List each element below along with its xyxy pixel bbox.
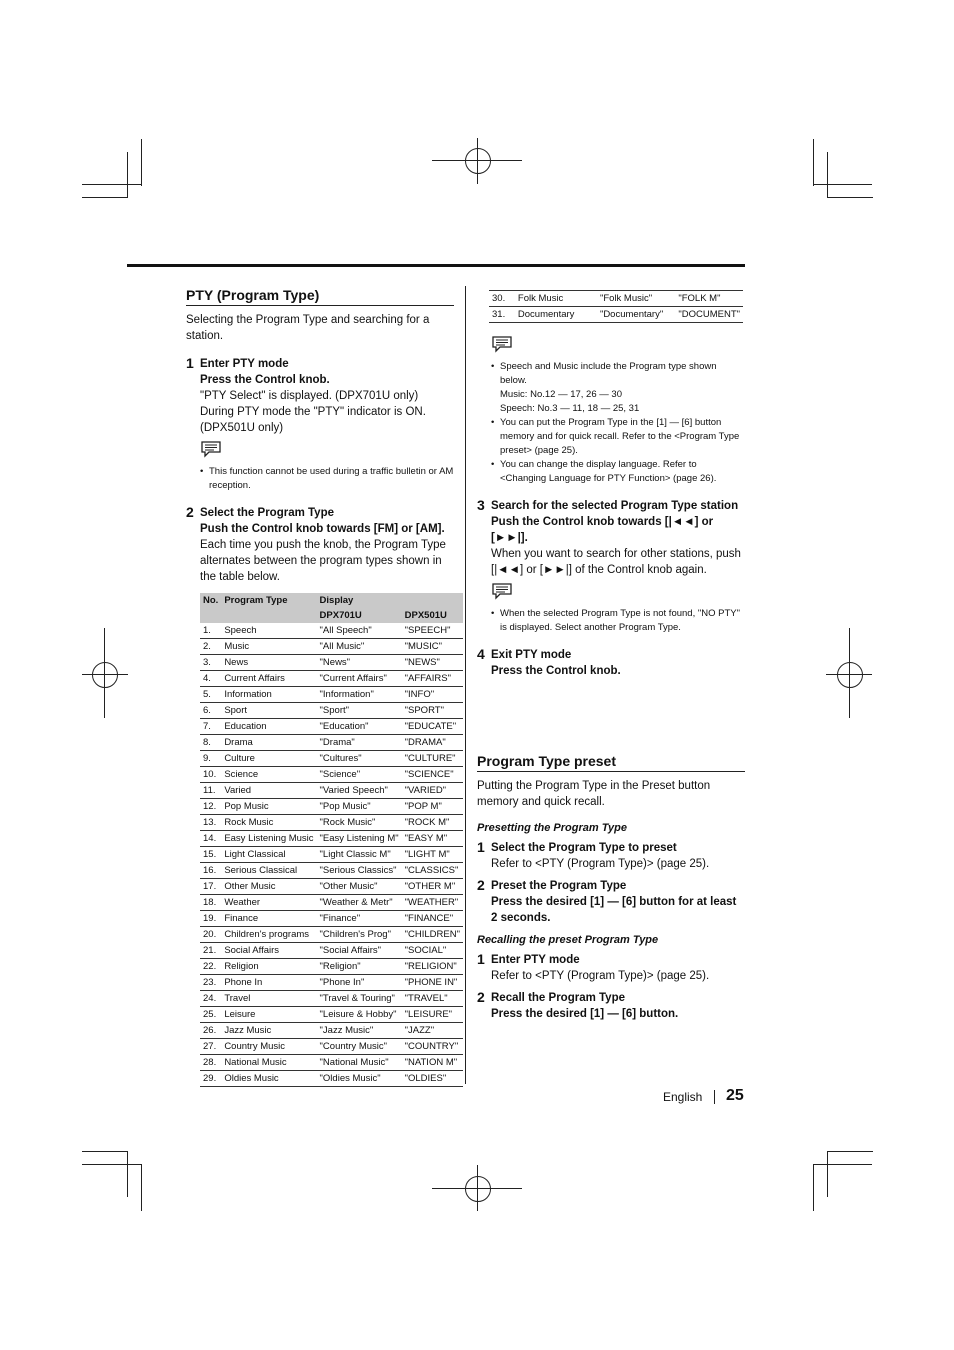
row-display-dpx501u: "SCIENCE" — [402, 767, 463, 783]
pty-step-3 — [477, 498, 745, 578]
col-header-display: Display — [317, 593, 463, 608]
row-number: 24. — [200, 991, 221, 1007]
table-row — [200, 719, 463, 735]
row-program-type: Rock Music — [221, 815, 316, 831]
right-column — [477, 287, 745, 1020]
row-display-dpx701u: "Information" — [317, 687, 402, 703]
row-program-type: Sport — [221, 703, 316, 719]
row-number: 9. — [200, 751, 221, 767]
footer-separator — [714, 1090, 715, 1104]
note-bullet: • You can change the display language. Refer to <Changing Language for PTY Function> (page 26). — [491, 458, 745, 486]
row-number: 1. — [200, 623, 221, 639]
step-number: 1 — [186, 355, 194, 371]
row-program-type: Phone In — [221, 975, 316, 991]
row-display-dpx701u: "Social Affairs" — [317, 943, 402, 959]
preset-section — [477, 753, 745, 1022]
step-desc: When you want to search for other stations, push [|◄◄] or [►►|] of the Control knob again. — [491, 548, 741, 576]
row-program-type: Education — [221, 719, 316, 735]
row-display-dpx701u: "All Music" — [317, 639, 402, 655]
row-display-dpx501u: "AFFAIRS" — [402, 671, 463, 687]
row-display-dpx701u: "Pop Music" — [317, 799, 402, 815]
note-icon — [491, 335, 513, 353]
row-display-dpx701u: "Light Classic M" — [317, 847, 402, 863]
row-display-dpx701u: "Science" — [317, 767, 402, 783]
row-display-dpx501u: "LIGHT M" — [402, 847, 463, 863]
row-display-dpx501u: "EASY M" — [402, 831, 463, 847]
row-display-dpx501u: "WEATHER" — [402, 895, 463, 911]
recall-step-1 — [477, 952, 745, 984]
subheading-presetting: Presetting the Program Type — [477, 822, 627, 834]
step-desc: Refer to <PTY (Program Type)> (page 25). — [491, 970, 710, 982]
table-row — [200, 751, 463, 767]
row-display-dpx701u: "Folk Music" — [597, 291, 675, 307]
row-display-dpx501u: "CULTURE" — [402, 751, 463, 767]
row-program-type: Speech — [221, 623, 316, 639]
row-display-dpx501u: "SPORT" — [402, 703, 463, 719]
row-number: 28. — [200, 1055, 221, 1071]
row-program-type: News — [221, 655, 316, 671]
row-program-type: Drama — [221, 735, 316, 751]
step-number: 2 — [186, 504, 194, 520]
row-display-dpx501u: "CHILDREN" — [402, 927, 463, 943]
page-number: 25 — [726, 1087, 744, 1104]
row-number: 8. — [200, 735, 221, 751]
row-program-type: Pop Music — [221, 799, 316, 815]
table-row — [200, 863, 463, 879]
row-program-type: Finance — [221, 911, 316, 927]
pty-intro: Selecting the Program Type and searching for a station. — [186, 314, 430, 342]
section-title-pty: PTY (Program Type) — [186, 287, 454, 306]
table-row — [200, 687, 463, 703]
row-display-dpx501u: "NEWS" — [402, 655, 463, 671]
row-program-type: Light Classical — [221, 847, 316, 863]
step-number: 2 — [477, 877, 485, 893]
note-icon — [491, 582, 513, 600]
row-number: 3. — [200, 655, 221, 671]
row-display-dpx501u: "PHONE IN" — [402, 975, 463, 991]
row-program-type: Folk Music — [515, 291, 597, 307]
row-display-dpx701u: "Rock Music" — [317, 815, 402, 831]
pty-table-continued — [489, 290, 743, 323]
step-desc: Refer to <PTY (Program Type)> (page 25). — [491, 858, 710, 870]
row-program-type: Jazz Music — [221, 1023, 316, 1039]
row-program-type: Oldies Music — [221, 1071, 316, 1087]
table-row — [200, 671, 463, 687]
row-display-dpx701u: "News" — [317, 655, 402, 671]
row-display-dpx701u: "National Music" — [317, 1055, 402, 1071]
step-title: Recall the Program Type — [491, 992, 625, 1004]
row-number: 10. — [200, 767, 221, 783]
footer-language: English — [663, 1090, 703, 1104]
row-number: 26. — [200, 1023, 221, 1039]
column-divider — [465, 286, 466, 1084]
left-column — [186, 287, 460, 1087]
step-number: 1 — [477, 951, 485, 967]
table-row — [200, 623, 463, 639]
note-bullet: • This function cannot be used during a traffic bulletin or AM reception. — [200, 465, 454, 493]
row-display-dpx501u: "VARIED" — [402, 783, 463, 799]
table-row — [200, 991, 463, 1007]
note-music-range: Music: No.12 — 17, 26 — 30 — [500, 389, 622, 400]
step-action: Press the desired [1] — [6] button. — [491, 1008, 679, 1020]
row-number: 18. — [200, 895, 221, 911]
row-program-type: Religion — [221, 959, 316, 975]
row-number: 4. — [200, 671, 221, 687]
row-display-dpx701u: "Current Affairs" — [317, 671, 402, 687]
table-row — [200, 895, 463, 911]
table-row — [200, 815, 463, 831]
row-display-dpx501u: "INFO" — [402, 687, 463, 703]
pty-step-4 — [477, 647, 745, 679]
step-number: 2 — [477, 989, 485, 1005]
row-number: 27. — [200, 1039, 221, 1055]
pty-table-body — [200, 623, 463, 1087]
row-number: 7. — [200, 719, 221, 735]
table-row — [200, 1023, 463, 1039]
row-program-type: Other Music — [221, 879, 316, 895]
row-display-dpx701u: "Children's Prog" — [317, 927, 402, 943]
step-action: Press the desired [1] — [6] button for at least 2 seconds. — [491, 896, 737, 924]
pty-table-cont-body — [489, 291, 743, 323]
row-display-dpx501u: "JAZZ" — [402, 1023, 463, 1039]
row-display-dpx701u: "Oldies Music" — [317, 1071, 402, 1087]
row-program-type: Music — [221, 639, 316, 655]
table-row — [200, 639, 463, 655]
row-program-type: Leisure — [221, 1007, 316, 1023]
row-display-dpx701u: "Finance" — [317, 911, 402, 927]
row-number: 14. — [200, 831, 221, 847]
row-display-dpx701u: "Documentary" — [597, 307, 675, 323]
step-title: Search for the selected Program Type station — [491, 500, 739, 512]
step-title: Enter PTY mode — [200, 358, 289, 370]
row-number: 30. — [489, 291, 515, 307]
table-row — [200, 959, 463, 975]
row-number: 22. — [200, 959, 221, 975]
col-header-type: Program Type — [221, 593, 316, 623]
row-display-dpx501u: "COUNTRY" — [402, 1039, 463, 1055]
table-row — [200, 927, 463, 943]
row-display-dpx501u: "LEISURE" — [402, 1007, 463, 1023]
row-display-dpx501u: "ROCK M" — [402, 815, 463, 831]
note-bullet — [491, 360, 745, 416]
row-display-dpx501u: "NATION M" — [402, 1055, 463, 1071]
table-row — [200, 879, 463, 895]
table-row — [200, 975, 463, 991]
row-number: 31. — [489, 307, 515, 323]
pty-step-1 — [186, 356, 454, 436]
row-number: 25. — [200, 1007, 221, 1023]
row-display-dpx501u: "SOCIAL" — [402, 943, 463, 959]
table-row — [200, 799, 463, 815]
preset-intro: Putting the Program Type in the Preset button memory and quick recall. — [477, 780, 711, 808]
row-display-dpx701u: "Cultures" — [317, 751, 402, 767]
row-display-dpx701u: "Weather & Metr" — [317, 895, 402, 911]
row-program-type: Easy Listening Music — [221, 831, 316, 847]
table-row — [489, 291, 743, 307]
row-display-dpx701u: "Jazz Music" — [317, 1023, 402, 1039]
table-row — [200, 831, 463, 847]
row-display-dpx701u: "Travel & Touring" — [317, 991, 402, 1007]
table-row — [200, 847, 463, 863]
row-number: 20. — [200, 927, 221, 943]
note-speech-range: Speech: No.3 — 11, 18 — 25, 31 — [500, 403, 640, 414]
table-row — [200, 1071, 463, 1087]
pty-step-2 — [186, 505, 454, 585]
row-number: 17. — [200, 879, 221, 895]
row-program-type: Country Music — [221, 1039, 316, 1055]
pty-table — [200, 593, 463, 1087]
step-title: Select the Program Type — [200, 507, 334, 519]
row-display-dpx501u: "TRAVEL" — [402, 991, 463, 1007]
row-program-type: Science — [221, 767, 316, 783]
row-program-type: National Music — [221, 1055, 316, 1071]
row-number: 21. — [200, 943, 221, 959]
table-row — [200, 911, 463, 927]
subheading-recalling: Recalling the preset Program Type — [477, 934, 659, 946]
step-desc: During PTY mode the "PTY" indicator is ON. (DPX501U only) — [200, 406, 426, 434]
section-title-preset: Program Type preset — [477, 753, 745, 772]
row-display-dpx701u: "Easy Listening M" — [317, 831, 402, 847]
row-display-dpx701u: "Leisure & Hobby" — [317, 1007, 402, 1023]
row-program-type: Documentary — [515, 307, 597, 323]
row-number: 23. — [200, 975, 221, 991]
row-number: 12. — [200, 799, 221, 815]
table-row — [200, 655, 463, 671]
step-action: Press the Control knob. — [200, 374, 330, 386]
step-title: Exit PTY mode — [491, 649, 572, 661]
note-bullet: • You can put the Program Type in the [1] — [6] button memory and for quick recall. Refer to the <Program Type preset> (page 25). — [491, 416, 745, 458]
row-display-dpx701u: "Other Music" — [317, 879, 402, 895]
row-program-type: Culture — [221, 751, 316, 767]
row-display-dpx701u: "Serious Classics" — [317, 863, 402, 879]
step-action: Push the Control knob towards [|◄◄] or [►►|]. — [491, 516, 714, 544]
row-program-type: Social Affairs — [221, 943, 316, 959]
table-row — [200, 783, 463, 799]
col-header-no: No. — [200, 593, 221, 623]
recall-step-2 — [477, 990, 745, 1022]
row-display-dpx501u: "FINANCE" — [402, 911, 463, 927]
row-number: 5. — [200, 687, 221, 703]
step-number: 4 — [477, 646, 485, 662]
top-rule — [127, 264, 745, 267]
row-display-dpx701u: "Religion" — [317, 959, 402, 975]
row-number: 16. — [200, 863, 221, 879]
note-text: • Speech and Music include the Program type shown below. — [500, 361, 717, 386]
step-action: Press the Control knob. — [491, 665, 621, 677]
table-row — [200, 735, 463, 751]
step-title: Preset the Program Type — [491, 880, 627, 892]
table-row — [200, 767, 463, 783]
row-number: 6. — [200, 703, 221, 719]
row-display-dpx501u: "OLDIES" — [402, 1071, 463, 1087]
row-display-dpx501u: "RELIGION" — [402, 959, 463, 975]
step-title: Select the Program Type to preset — [491, 842, 677, 854]
row-display-dpx501u: "OTHER M" — [402, 879, 463, 895]
row-number: 29. — [200, 1071, 221, 1087]
note-bullet: • When the selected Program Type is not found, "NO PTY" is displayed. Select another Program Type. — [491, 607, 745, 635]
row-program-type: Serious Classical — [221, 863, 316, 879]
row-number: 15. — [200, 847, 221, 863]
row-program-type: Children's programs — [221, 927, 316, 943]
table-row — [489, 307, 743, 323]
row-display-dpx501u: "SPEECH" — [402, 623, 463, 639]
table-row — [200, 1055, 463, 1071]
row-display-dpx501u: "POP M" — [402, 799, 463, 815]
row-display-dpx701u: "Country Music" — [317, 1039, 402, 1055]
step-action: Push the Control knob towards [FM] or [AM]. — [200, 523, 445, 535]
row-program-type: Varied — [221, 783, 316, 799]
row-display-dpx501u: "DRAMA" — [402, 735, 463, 751]
table-row — [200, 943, 463, 959]
row-display-dpx701u: "All Speech" — [317, 623, 402, 639]
step-desc: "PTY Select" is displayed. (DPX701U only) — [200, 390, 419, 402]
step-number: 3 — [477, 497, 485, 513]
row-display-dpx501u: "EDUCATE" — [402, 719, 463, 735]
table-row — [200, 1039, 463, 1055]
preset-step-1 — [477, 840, 745, 872]
preset-step-2 — [477, 878, 745, 926]
row-display-dpx701u: "Varied Speech" — [317, 783, 402, 799]
table-row — [200, 703, 463, 719]
col-header-dpx501u: DPX501U — [402, 608, 463, 623]
step-number: 1 — [477, 839, 485, 855]
row-display-dpx501u: "MUSIC" — [402, 639, 463, 655]
note-icon — [200, 440, 222, 458]
row-program-type: Information — [221, 687, 316, 703]
row-display-dpx701u: "Phone In" — [317, 975, 402, 991]
row-number: 11. — [200, 783, 221, 799]
row-program-type: Travel — [221, 991, 316, 1007]
step-desc: Each time you push the knob, the Program Type alternates between the program types shown in the table below. — [200, 539, 446, 583]
col-header-dpx701u: DPX701U — [317, 608, 402, 623]
row-number: 19. — [200, 911, 221, 927]
row-display-dpx501u: "CLASSICS" — [402, 863, 463, 879]
row-display-dpx701u: "Drama" — [317, 735, 402, 751]
row-display-dpx501u: "DOCUMENT" — [675, 307, 743, 323]
step-title: Enter PTY mode — [491, 954, 580, 966]
row-display-dpx701u: "Education" — [317, 719, 402, 735]
row-display-dpx701u: "Sport" — [317, 703, 402, 719]
row-program-type: Weather — [221, 895, 316, 911]
table-row — [200, 1007, 463, 1023]
row-display-dpx501u: "FOLK M" — [675, 291, 743, 307]
row-program-type: Current Affairs — [221, 671, 316, 687]
row-number: 2. — [200, 639, 221, 655]
row-number: 13. — [200, 815, 221, 831]
